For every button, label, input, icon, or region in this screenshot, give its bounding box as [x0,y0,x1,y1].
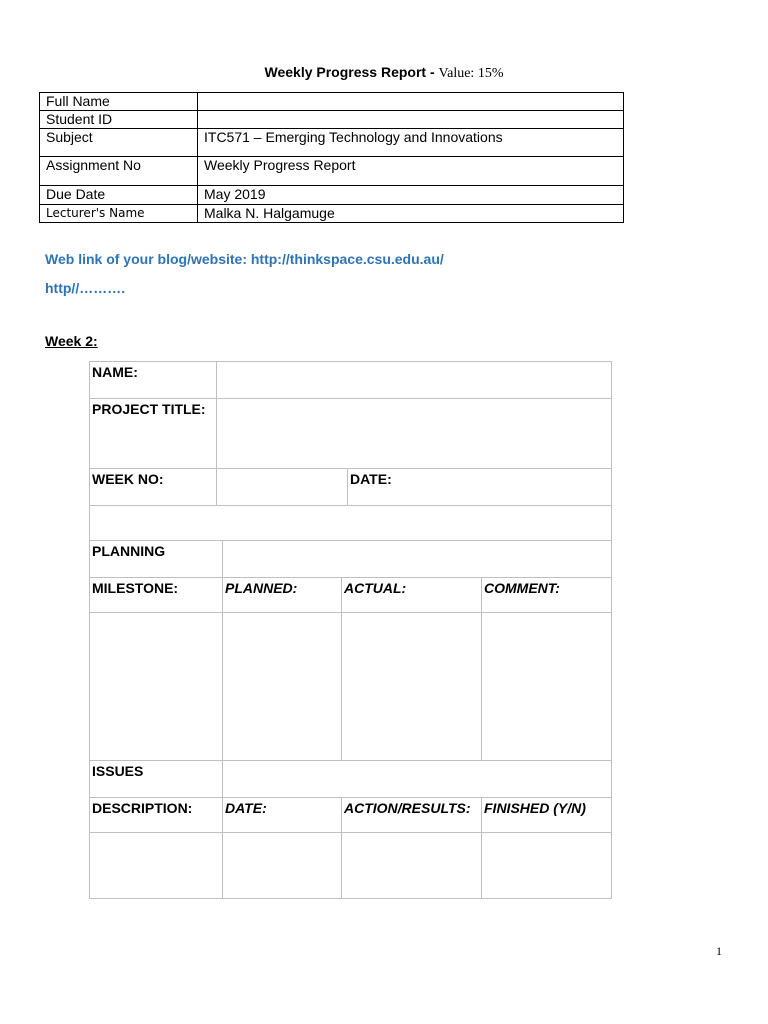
table-row [40,129,624,157]
issues-label: ISSUES [90,761,223,798]
table-row [90,578,612,613]
action-results-header: ACTION/RESULTS: [342,798,482,833]
table-row [40,205,624,223]
date-label: DATE: [348,469,612,506]
finished-cell [482,833,612,899]
title-bold: Weekly Progress Report - [264,64,439,80]
table-row [90,469,612,506]
issue-date-cell [223,833,342,899]
description-header: DESCRIPTION: [90,798,223,833]
planning-label: PLANNING [90,541,223,578]
label-student-id: Student ID [40,111,198,129]
page-title [0,64,768,82]
value-lecturer-name: Malka N. Halgamuge [198,205,624,223]
week-no-label: WEEK NO: [90,469,217,506]
student-info-table [39,92,624,223]
label-lecturer-name: Lecturer's Name [40,205,198,223]
finished-header: FINISHED (Y/N) [482,798,612,833]
table-row [40,186,624,205]
value-due-date: May 2019 [198,186,624,205]
actual-header: ACTUAL: [342,578,482,613]
title-value: Value: 15% [438,66,504,81]
table-row [40,111,624,129]
table-row [90,541,612,578]
table-row [90,399,612,469]
table-row [90,798,612,833]
description-cell [90,833,223,899]
value-assignment-no: Weekly Progress Report [198,157,624,186]
milestone-header: MILESTONE: [90,578,223,613]
comment-header: COMMENT: [482,578,612,613]
milestone-cell [90,613,223,761]
value-student-id [198,111,624,129]
issue-date-header: DATE: [223,798,342,833]
project-title-label: PROJECT TITLE: [90,399,217,469]
week-no-value [217,469,348,506]
label-subject: Subject [40,129,198,157]
label-full-name: Full Name [40,93,198,111]
table-row [40,157,624,186]
issues-value [223,761,612,798]
planned-cell [223,613,342,761]
table-row [90,362,612,399]
table-row [90,613,612,761]
page-number: 1 [716,944,722,958]
table-row [90,761,612,798]
value-subject: ITC571 – Emerging Technology and Innovations [198,129,624,157]
value-full-name [198,93,624,111]
planned-header: PLANNED: [223,578,342,613]
blog-link-placeholder[interactable]: http//………. [45,280,126,296]
action-results-cell [342,833,482,899]
week-heading: Week 2: [45,333,98,349]
weekly-progress-table [89,361,612,899]
table-row [90,506,612,541]
comment-cell [482,613,612,761]
table-row [40,93,624,111]
label-due-date: Due Date [40,186,198,205]
planning-value [223,541,612,578]
spacer-row [90,506,612,541]
project-title-value [217,399,612,469]
name-value [217,362,612,399]
name-label: NAME: [90,362,217,399]
label-assignment-no: Assignment No [40,157,198,186]
blog-link[interactable]: Web link of your blog/website: http://thinkspace.csu.edu.au/ [45,251,444,267]
actual-cell [342,613,482,761]
table-row [90,833,612,899]
